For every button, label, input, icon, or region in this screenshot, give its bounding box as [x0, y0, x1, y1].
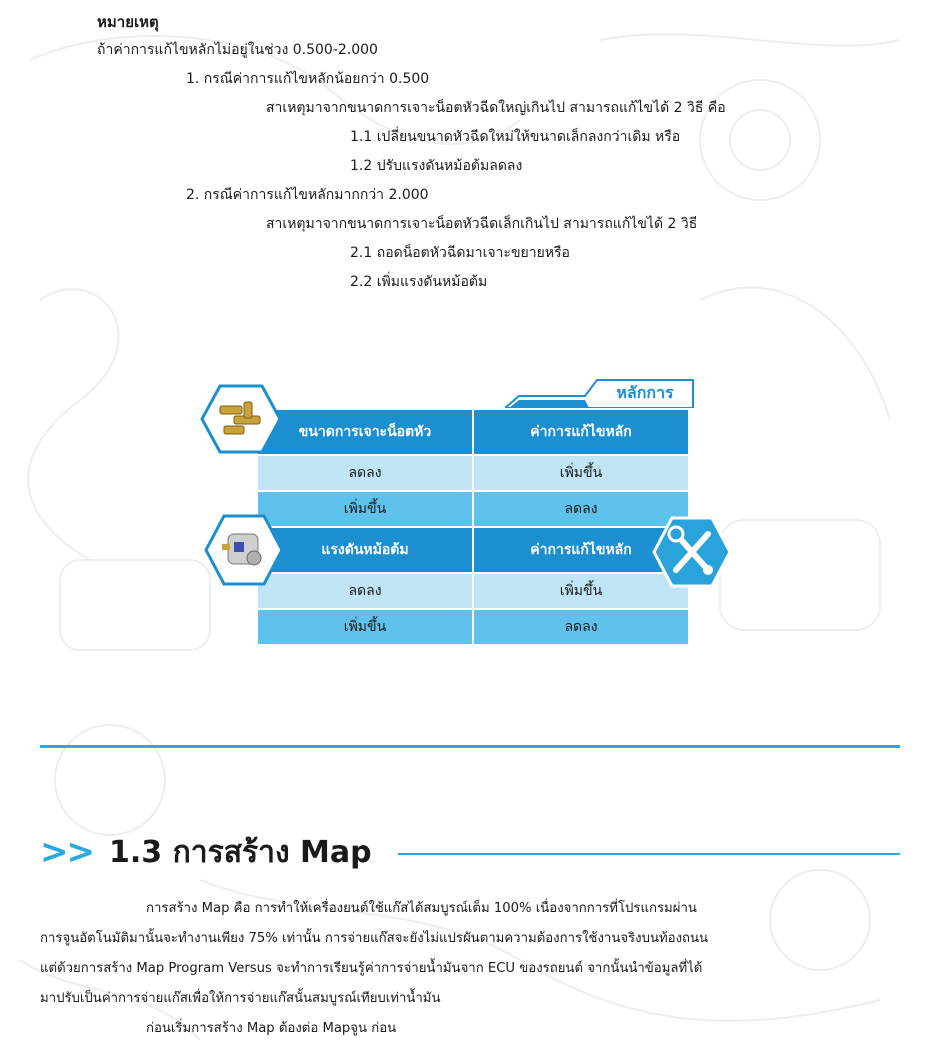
- regulator-icon: [204, 514, 284, 586]
- principle-tab-label: หลักการ: [616, 383, 674, 402]
- table-cell: เพิ่มขึ้น: [258, 610, 472, 644]
- table-cell: เพิ่มขึ้น: [472, 456, 688, 490]
- table1-header-cell: ขนาดการเจาะน็อตหัว: [258, 410, 472, 454]
- table2-header-row: [258, 528, 688, 572]
- body-line-5: ก่อนเริ่มการสร้าง Map ต้องต่อ Mapจูน ก่อน: [146, 1021, 397, 1036]
- section-heading: [40, 828, 372, 876]
- table2-header-cell: ค่าการแก้ไขหลัก: [472, 528, 688, 572]
- table-row: [258, 610, 688, 644]
- principle-table: [258, 410, 688, 644]
- section-title: 1.3 การสร้าง Map: [108, 834, 372, 870]
- table-cell: ลดลง: [472, 492, 688, 526]
- section-title-rule: [398, 853, 900, 855]
- body-line-4: มาปรับเป็นค่าการจ่ายแก๊สเพื่อให้การจ่ายแก๊สนั้นสมบูรณ์เทียบเท่าน้ำมัน: [40, 991, 441, 1006]
- note-intro: ถ้าค่าการแก้ไขหลักไม่อยู่ในช่วง 0.500-2.000: [97, 42, 378, 58]
- body-line-2: การจูนอัตโนมัติมานั้นจะทำงานเพียง 75% เท่านั้น การจ่ายแก๊สจะยังไม่แปรผันตามความต้องการใช้งานจริงบนท้องถนน: [40, 931, 709, 946]
- table2-header-cell: แรงดันหม้อต้ม: [258, 528, 472, 572]
- tools-icon: [652, 516, 732, 588]
- table1-header-row: [258, 410, 688, 454]
- section-arrows-icon: >>: [40, 832, 93, 872]
- body-line-3: แต่ด้วยการสร้าง Map Program Versus จะทำการเรียนรู้ค่าการจ่ายน้ำมันจาก ECU ของรถยนต์ จากนั้นนำข้อมูลที่ได้: [40, 961, 703, 976]
- table-cell: ลดลง: [258, 574, 472, 608]
- table-row: [258, 456, 688, 490]
- note-case-2-fix-2: 2.2 เพิ่มแรงดันหม้อต้ม: [350, 274, 488, 290]
- nozzle-nut-icon: [200, 384, 282, 454]
- body-line-1: การสร้าง Map คือ การทำให้เครื่องยนต์ใช้แก๊สได้สมบูรณ์เต็ม 100% เนื่องจากการที่โปรแกรมผ่าน: [146, 901, 697, 916]
- note-case-1-fix-2: 1.2 ปรับแรงดันหม้อต้มลดลง: [350, 158, 523, 174]
- table-row: [258, 574, 688, 608]
- note-title: หมายเหตุ: [97, 13, 159, 31]
- table1-header-cell: ค่าการแก้ไขหลัก: [472, 410, 688, 454]
- note-case-2-fix-1: 2.1 ถอดน็อตหัวฉีดมาเจาะขยายหรือ: [350, 245, 570, 261]
- table-cell: ลดลง: [258, 456, 472, 490]
- table-cell: เพิ่มขึ้น: [258, 492, 472, 526]
- note-case-2-cause: สาเหตุมาจากขนาดการเจาะน็อตหัวฉีดเล็กเกินไป สามารถแก้ไขได้ 2 วิธี: [266, 216, 698, 232]
- table-cell: เพิ่มขึ้น: [472, 574, 688, 608]
- note-case-1-fix-1: 1.1 เปลี่ยนขนาดหัวฉีดใหม่ให้ขนาดเล็กลงกว่าเดิม หรือ: [350, 129, 681, 145]
- note-case-2: 2. กรณีค่าการแก้ไขหลักมากกว่า 2.000: [186, 187, 429, 203]
- note-case-1-cause: สาเหตุมาจากขนาดการเจาะน็อตหัวฉีดใหญ่เกินไป สามารถแก้ไขได้ 2 วิธี คือ: [266, 100, 726, 116]
- note-case-1: 1. กรณีค่าการแก้ไขหลักน้อยกว่า 0.500: [186, 71, 430, 87]
- table-cell: ลดลง: [472, 610, 688, 644]
- table-row: [258, 492, 688, 526]
- section-divider: [40, 745, 900, 748]
